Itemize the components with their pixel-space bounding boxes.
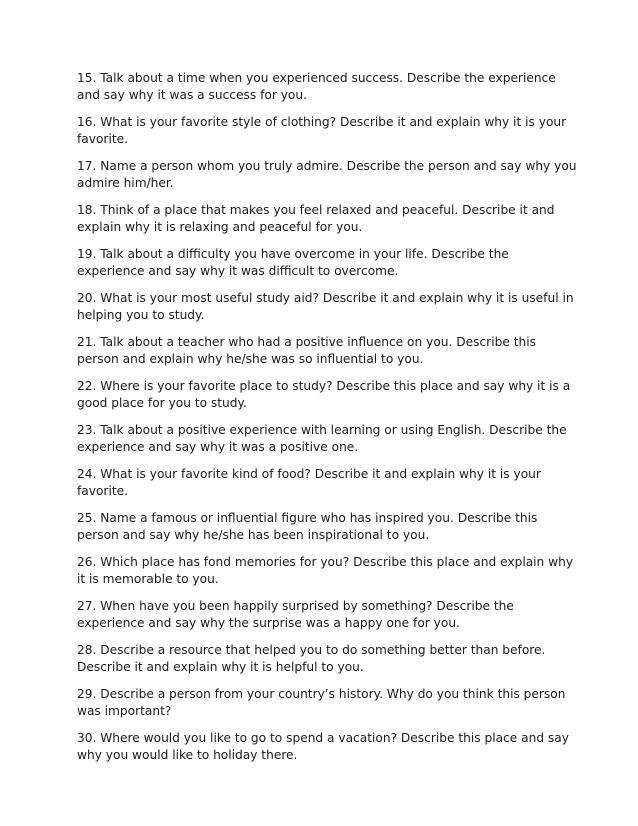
question-22: 22. Where is your favorite place to study? Describe this place and say why it is a good place for you to study.: [77, 379, 571, 410]
question-17: 17. Name a person whom you truly admire. Describe the person and say why you admire him/her.: [77, 159, 577, 190]
question-26: 26. Which place has fond memories for you? Describe this place and explain why it is memorable to you.: [77, 555, 574, 586]
question-30: 30. Where would you like to go to spend a vacation? Describe this place and say why you would like to holiday there.: [77, 731, 569, 762]
question-18: 18. Think of a place that makes you feel relaxed and peaceful. Describe it and explain why it is relaxing and peaceful for you.: [77, 203, 555, 234]
question-27: 27. When have you been happily surprised by something? Describe the experience and say why the surprise was a happy one for you.: [77, 599, 514, 630]
question-29: 29. Describe a person from your country’s history. Why do you think this person was important?: [77, 687, 566, 718]
question-16: 16. What is your favorite style of clothing? Describe it and explain why it is your favorite.: [77, 115, 567, 146]
question-20: 20. What is your most useful study aid? Describe it and explain why it is useful in helping you to study.: [77, 291, 574, 322]
question-15: 15. Talk about a time when you experienced success. Describe the experience and say why it was a success for you.: [77, 71, 556, 102]
question-19: 19. Talk about a difficulty you have overcome in your life. Describe the experience and say why it was difficult to overcome.: [77, 247, 509, 278]
question-list: [77, 70, 577, 774]
question-28: 28. Describe a resource that helped you to do something better than before. Describe it and explain why it is helpful to you.: [77, 643, 546, 674]
question-25: 25. Name a famous or influential figure who has inspired you. Describe this person and say why he/she has been inspirational to you.: [77, 511, 538, 542]
question-23: 23. Talk about a positive experience with learning or using English. Describe the experience and say why it was a positive one.: [77, 423, 567, 454]
question-24: 24. What is your favorite kind of food? Describe it and explain why it is your favorite.: [77, 467, 541, 498]
question-21: 21. Talk about a teacher who had a positive influence on you. Describe this person and explain why he/she was so influential to you.: [77, 335, 536, 366]
